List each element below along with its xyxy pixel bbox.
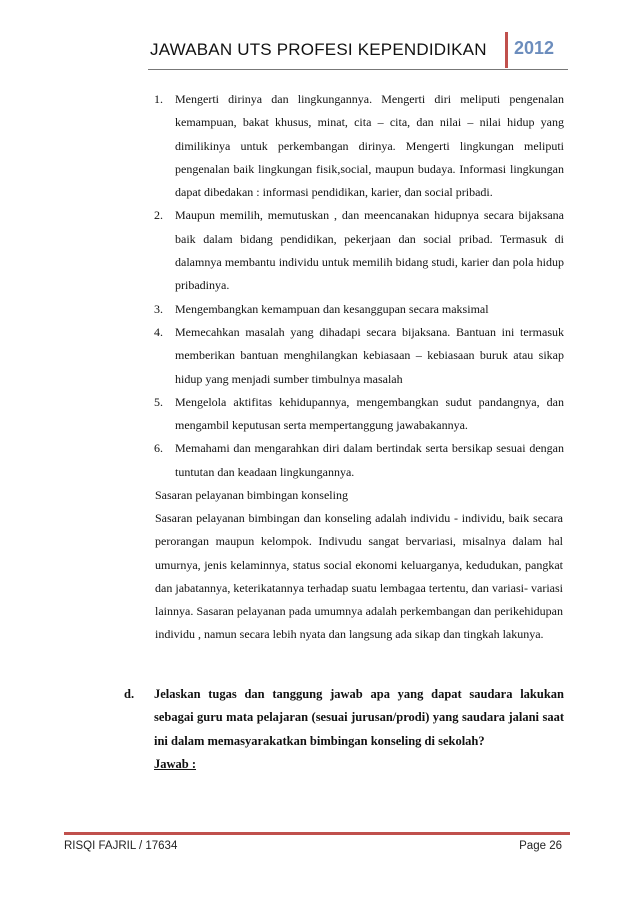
list-item-text: Memecahkan masalah yang dihadapi secara bijaksana. Bantuan ini termasuk memberikan bantuan menghilangkan kebiasaan – kebiasaan buruk atau sikap hidup yang menjadi sumber timbulnya masalah — [175, 324, 564, 386]
header-title: JAWABAN UTS PROFESI KEPENDIDIKAN — [150, 40, 487, 59]
numbered-list — [148, 88, 564, 484]
list-item — [148, 437, 564, 484]
list-item — [148, 204, 564, 297]
footer-page-number: Page 26 — [519, 840, 562, 852]
list-item — [148, 298, 564, 321]
list-number: 5. — [154, 394, 163, 409]
list-number: 4. — [154, 324, 163, 339]
list-number: 6. — [154, 441, 163, 456]
list-item-text: Mengembangkan kemampuan dan kesanggupan secara maksimal — [175, 301, 489, 316]
header-rule — [148, 69, 568, 70]
header-year: 2012 — [514, 38, 555, 58]
section-paragraph: Sasaran pelayanan bimbingan dan konseling adalah individu - individu, baik secara perorangan maupun kelompok. Indivudu sangat bervariasi, misalnya dalam hal umurnya, jenis kelaminnya, status social ekonomi keluarganya, kedudukan, pangkat dan jabatannya, keterikatannya terhadap suatu lembagaa tertentu, dan variasi- variasi lainnya. Sasaran pelayanan pada umumnya adalah perkembangan dan perikehidupan individu , namun secara lebih nyata dan langsung ada sikap dan tingkah lakunya. — [155, 511, 563, 642]
footer-rule — [64, 832, 570, 835]
list-number: 1. — [154, 92, 163, 106]
list-item-text: Mengelola aktifitas kehidupannya, mengembangkan sudut pandangnya, dan mengambil keputusan serta mempertanggung jawabakannya. — [175, 394, 564, 433]
list-item-text: Maupun memilih, memutuskan , dan meencanakan hidupnya secara bijaksana baik dalam bidang pendidikan, pekerjaan dan social pribad. Termasuk di dalamnya membantu individu untuk memilih bidang studi, karier dan pola hidup pribadinya. — [175, 208, 564, 293]
list-item-text: Memahami dan mengarahkan diri dalam bertindak serta bersikap sesuai dengan tuntutan dan keadaan lingkungannya. — [175, 441, 564, 479]
footer-author: RISQI FAJRIL / 17634 — [64, 840, 178, 852]
list-item — [148, 321, 564, 391]
list-item-text: Mengerti dirinya dan lingkungannya. Mengerti diri meliputi pengenalan kemampuan, bakat khusus, minat, cita – cita, dan nilai – nilai hidup yang dimilikinya untuk perkembangan dirinya. Mengerti lingkungan meliputi pengenalan baik lingkungan fisik,social, maupun budaya. Informasi lingkungan dapat dibedakan : informasi pendidikan, karier, dan social pribadi. — [175, 92, 564, 200]
header-separator — [505, 32, 508, 68]
list-number: 3. — [154, 301, 163, 316]
question-block — [124, 683, 564, 776]
question-label: d. — [124, 687, 135, 701]
question-text: Jelaskan tugas dan tanggung jawab apa yang dapat saudara lakukan sebagai guru mata pelajaran (sesuai jurusan/prodi) yang saudara jalani saat ini dalam memasyarakatkan bimbingan konseling di sekolah? — [154, 687, 564, 748]
list-item — [148, 88, 564, 204]
section-heading: Sasaran pelayanan bimbingan konseling — [155, 488, 348, 502]
list-item — [148, 391, 564, 438]
answer-label: Jawab : — [154, 756, 197, 771]
list-number: 2. — [154, 208, 163, 223]
